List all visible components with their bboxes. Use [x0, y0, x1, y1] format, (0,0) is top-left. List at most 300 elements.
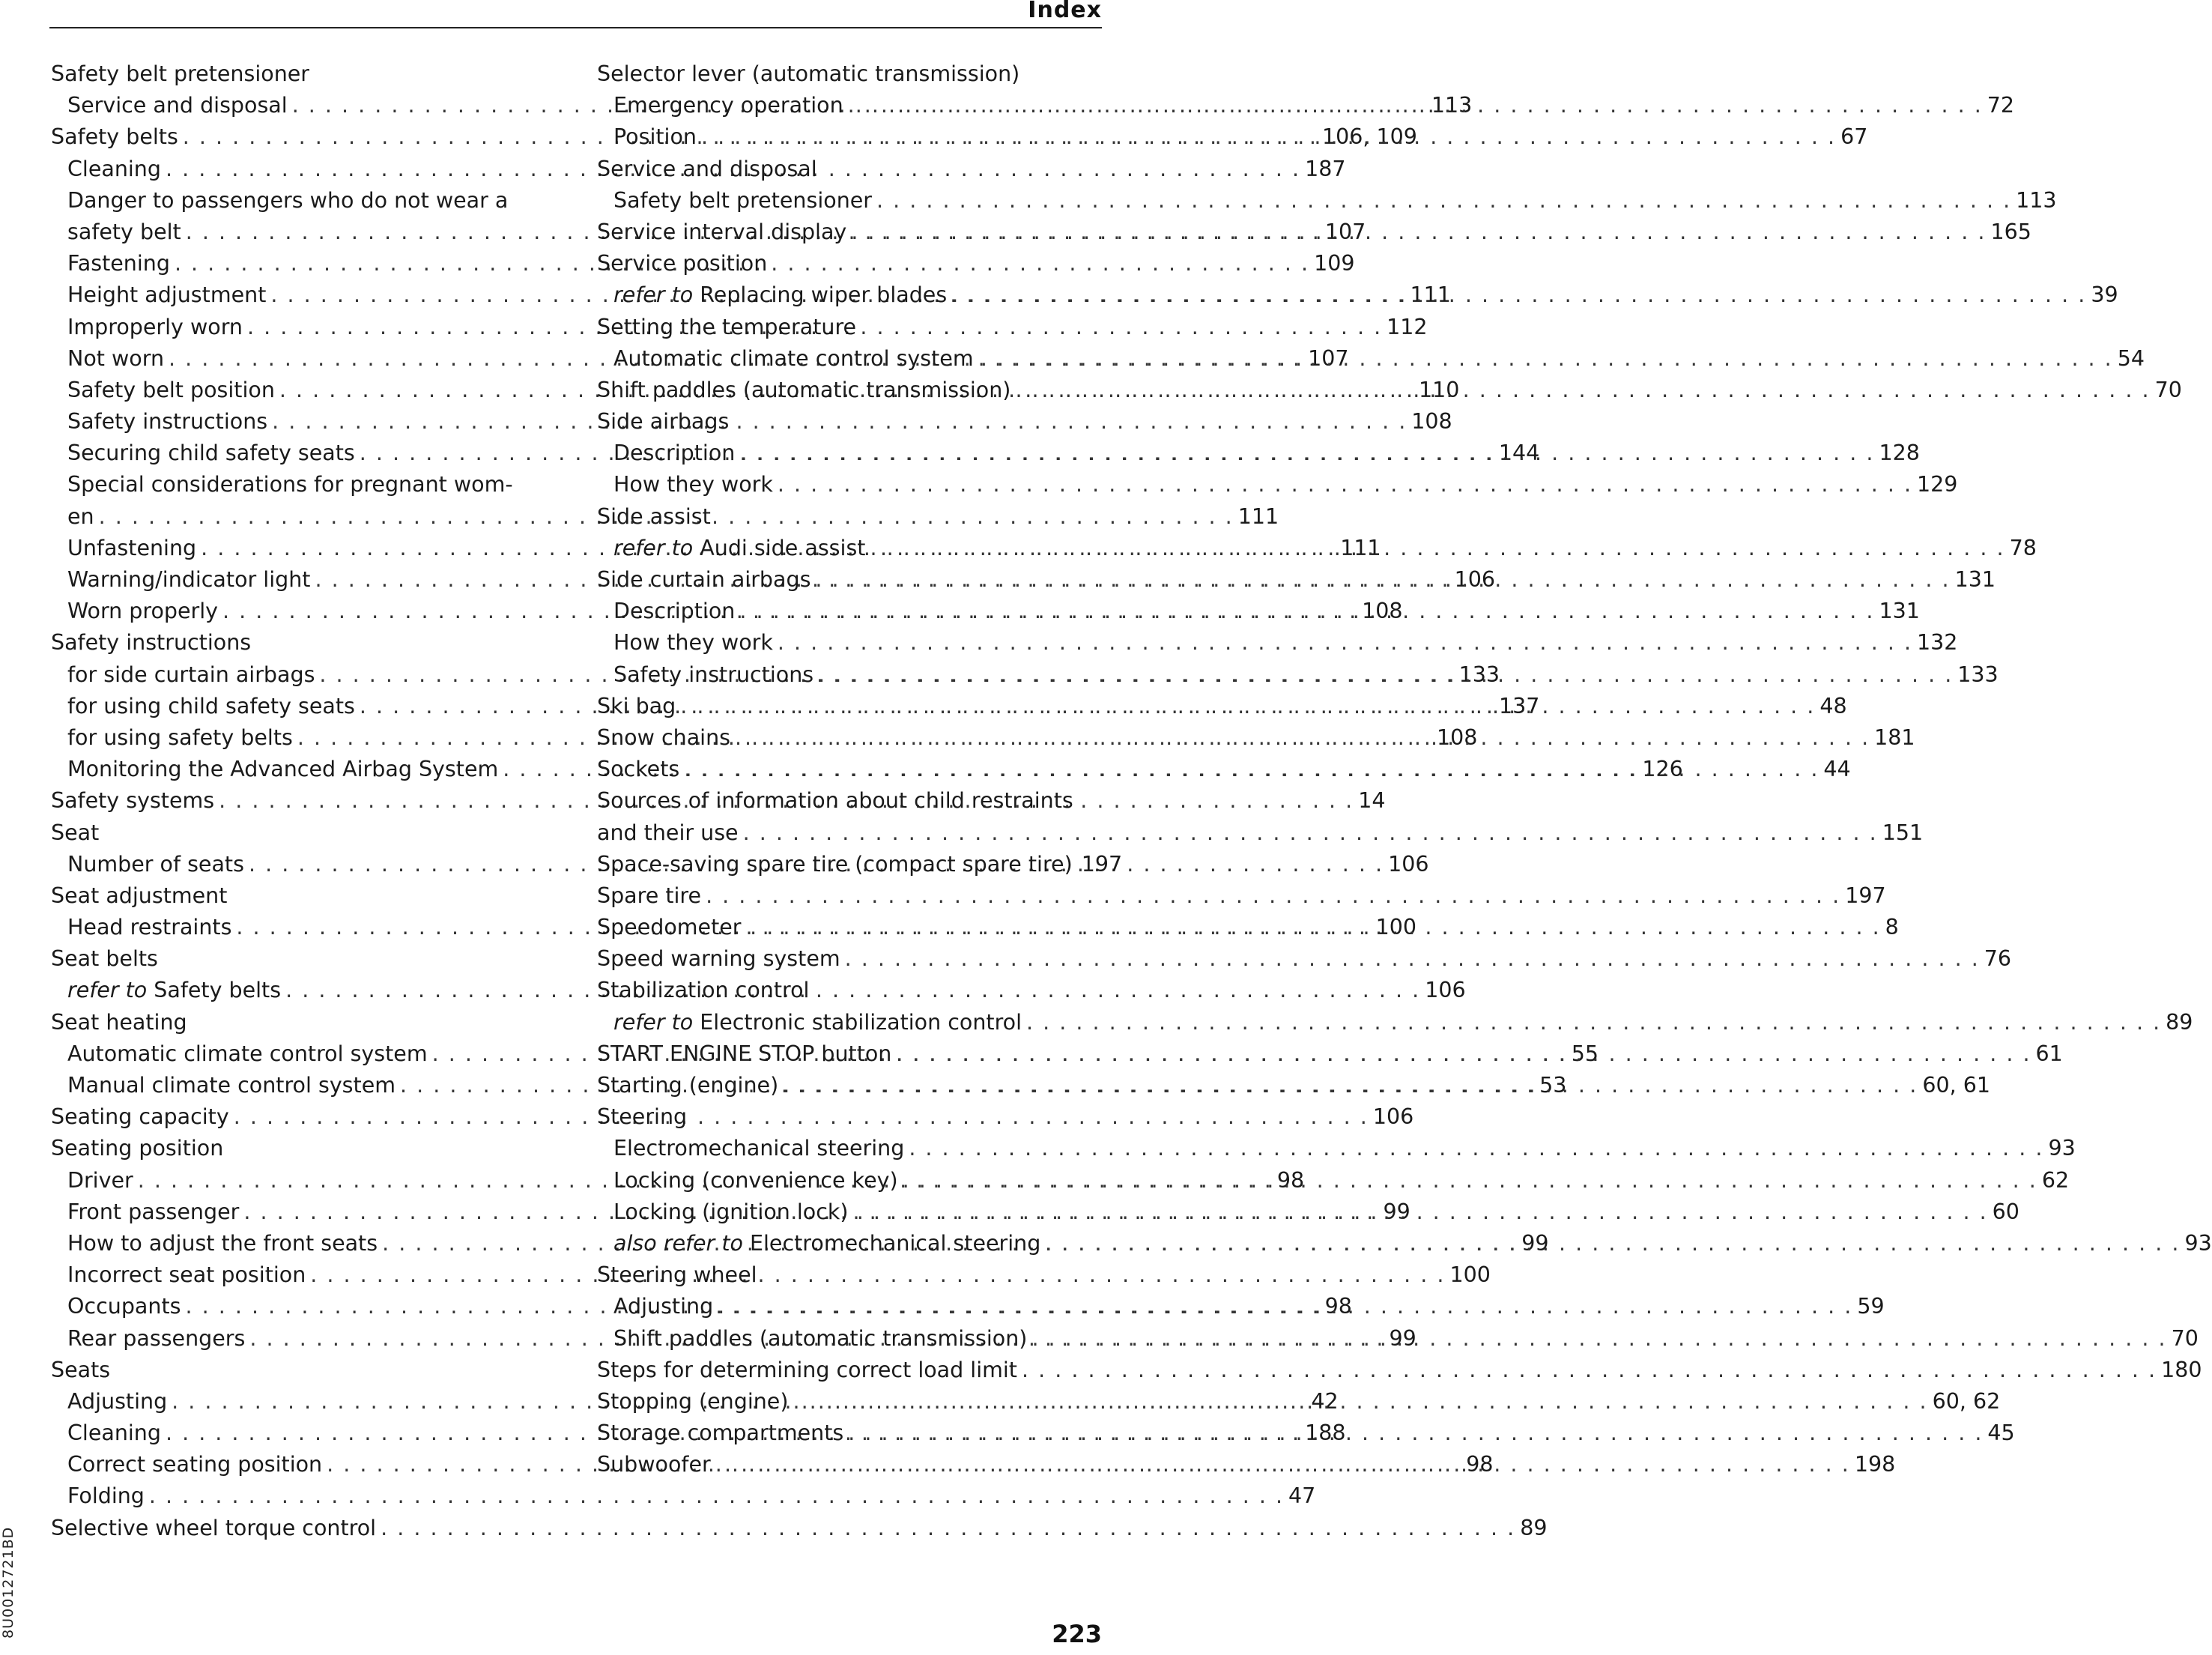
index-term: Worn properly	[67, 599, 219, 624]
index-term: Space-saving spare tire (compact spare tire)	[597, 851, 1073, 877]
index-page-ref: 48	[1819, 693, 1847, 718]
index-entry-text	[67, 722, 293, 754]
index-page-ref: 47	[1288, 1483, 1316, 1509]
cross-reference-label: refer to	[67, 978, 148, 1003]
index-page-ref: 108	[1436, 724, 1478, 750]
index-entry	[597, 785, 1101, 817]
index-entry-text	[597, 722, 730, 754]
index-page-ref: 181	[1874, 724, 1915, 750]
index-entry-text	[67, 912, 231, 943]
index-term: Service position	[597, 251, 768, 276]
leader-dots	[815, 564, 1950, 596]
index-entry	[51, 1007, 557, 1038]
index-page-ref: 53	[1539, 1073, 1567, 1098]
leader-dots	[848, 1418, 1983, 1449]
leader-dots	[706, 880, 1840, 912]
index-term: START ENGINE STOP button	[597, 1041, 892, 1066]
index-term: Selector lever (automatic transmission)	[597, 61, 1020, 86]
index-term: Number of seats	[67, 851, 244, 877]
leader-dots	[909, 1133, 2043, 1164]
index-entry-text	[67, 1291, 181, 1322]
index-entry-text	[613, 469, 773, 500]
index-page-ref: 132	[1917, 630, 1958, 656]
index-term: Side airbags	[597, 409, 730, 435]
index-term: Occupants	[67, 1294, 181, 1319]
leader-dots	[951, 279, 2086, 311]
index-term: Safety belt pretensioner	[613, 187, 873, 213]
index-term: Sockets	[597, 757, 680, 782]
index-term: Seat heating	[51, 1009, 187, 1035]
index-entry-text	[67, 975, 281, 1006]
index-term: and their use	[597, 820, 739, 845]
index-term: for using child safety seats	[67, 693, 355, 718]
index-entry-text	[67, 1228, 378, 1259]
index-term: Adjusting	[613, 1294, 714, 1319]
index-term: Ski bag	[597, 693, 676, 718]
page-number: 223	[1052, 1620, 1102, 1648]
index-term: Safety instructions	[67, 409, 268, 435]
index-page-ref: 72	[1987, 93, 2015, 118]
index-page-ref: 99	[1389, 1325, 1416, 1351]
index-term: Side assist	[597, 503, 711, 529]
index-entry	[597, 1101, 1101, 1133]
index-page-ref: 98	[1324, 1294, 1352, 1319]
index-entry-text	[67, 90, 288, 121]
leader-dots	[149, 1480, 1284, 1512]
index-entry-text	[613, 659, 813, 691]
index-term: Locking (convenience key)	[613, 1167, 898, 1193]
index-term: for using safety belts	[67, 724, 293, 750]
index-entry-text	[597, 912, 742, 943]
index-page-ref: 131	[1954, 567, 1996, 592]
index-term: Cleaning	[67, 156, 161, 181]
index-page-ref: 107	[1324, 219, 1366, 244]
index-term: Safety systems	[51, 788, 215, 814]
index-entry-text	[597, 1449, 711, 1480]
index-term: Front passenger	[67, 1199, 240, 1224]
index-term: Monitoring the Advanced Airbag System	[67, 757, 499, 782]
index-entry-text	[67, 1480, 145, 1512]
index-entry-text	[597, 217, 846, 248]
index-entry	[597, 975, 1101, 1006]
index-entry-text	[51, 1355, 110, 1386]
leader-dots	[1022, 1355, 2157, 1386]
index-page-ref: 54	[2117, 345, 2145, 371]
leader-dots	[718, 1291, 1852, 1322]
index-term: Steering	[597, 1104, 688, 1130]
index-page-ref: 180	[2161, 1357, 2202, 1382]
index-entry-text	[51, 785, 214, 817]
index-page-ref: 55	[1571, 1041, 1599, 1066]
index-entry-text	[67, 375, 275, 406]
index-entry-text	[613, 343, 974, 375]
index-term: Not worn	[67, 345, 165, 371]
index-page-ref: 107	[1308, 345, 1349, 371]
index-entry-text	[51, 1101, 229, 1133]
leader-dots	[793, 1386, 1927, 1418]
index-entry-text	[613, 1228, 1040, 1259]
index-term: How to adjust the front seats	[67, 1230, 378, 1256]
leader-dots	[680, 691, 1815, 722]
index-entry	[51, 817, 557, 849]
index-term: Improperly worn	[67, 314, 243, 339]
index-entry	[597, 185, 2057, 217]
cross-reference-label: refer to	[613, 1009, 694, 1035]
index-entry-text	[597, 880, 701, 912]
index-term: Automatic climate control system	[67, 1041, 428, 1066]
index-entry-text	[597, 564, 810, 596]
index-term: Emergency operation	[613, 93, 843, 118]
cross-reference-label: also refer to	[613, 1230, 743, 1256]
index-entry	[597, 627, 1958, 659]
index-page-ref: 42	[1311, 1388, 1339, 1414]
index-term: Folding	[67, 1483, 145, 1509]
index-entry-text	[597, 501, 711, 533]
leader-dots	[818, 659, 1953, 691]
leader-dots	[978, 343, 2113, 375]
index-term: Stopping (engine)	[597, 1388, 789, 1414]
index-page-ref: 44	[1823, 757, 1851, 782]
index-entry-text	[597, 943, 840, 975]
index-term: Seating position	[51, 1136, 224, 1161]
index-term: Storage compartments	[597, 1420, 844, 1446]
index-term: Subwoofer	[597, 1452, 711, 1477]
index-term: Warning/indicator light	[67, 567, 311, 592]
index-entry	[597, 1133, 2076, 1164]
index-page-ref: 197	[1845, 883, 1886, 908]
leader-dots	[701, 121, 1836, 153]
index-term: Rear passengers	[67, 1325, 246, 1351]
index-term: Height adjustment	[67, 282, 267, 308]
index-entry-text	[67, 279, 266, 311]
index-page-ref: 89	[1520, 1515, 1548, 1540]
index-page-ref: 126	[1642, 757, 1683, 782]
leader-dots	[848, 90, 1983, 121]
index-page-ref: 106	[1454, 567, 1495, 592]
index-entry-text	[67, 154, 161, 185]
index-page-ref: 89	[2166, 1009, 2193, 1035]
index-entry-text	[613, 533, 865, 564]
index-page-ref: 111	[1237, 503, 1279, 529]
index-page-ref: 93	[2048, 1136, 2076, 1161]
index-entry-text	[613, 279, 947, 311]
index-term: Safety belts	[154, 978, 282, 1003]
index-page-ref: 67	[1840, 124, 1868, 150]
index-page-ref: 113	[2016, 187, 2057, 213]
leader-dots	[783, 1070, 1918, 1101]
leader-dots	[851, 217, 1986, 248]
index-term: Correct seating position	[67, 1452, 323, 1477]
index-page-ref: 133	[1458, 662, 1500, 687]
index-term: Electromechanical steering	[613, 1136, 905, 1161]
index-entry	[597, 1259, 1101, 1291]
index-page-ref: 113	[1431, 93, 1473, 118]
index-term: Audi side assist	[700, 535, 866, 560]
index-entry-text	[597, 1386, 788, 1418]
index-page-ref: 98	[1276, 1167, 1305, 1193]
index-page-ref: 100	[1375, 915, 1416, 940]
leader-dots	[876, 185, 2011, 217]
index-entry-text	[51, 627, 251, 659]
index-term: Seat adjustment	[51, 883, 228, 908]
index-page-ref: 99	[1383, 1199, 1410, 1224]
index-entry-text	[51, 817, 99, 849]
index-entry-text	[597, 1101, 687, 1133]
index-entry-text	[67, 1196, 239, 1228]
index-entry	[51, 943, 557, 975]
index-entry-text	[67, 1323, 245, 1355]
index-entry-text	[67, 343, 164, 375]
index-entry-text	[597, 1418, 843, 1449]
index-term: Snow chains	[597, 724, 730, 750]
index-page-ref: 60	[1992, 1199, 2019, 1224]
index-entry-text	[51, 1513, 376, 1544]
index-term: Safety belts	[51, 124, 178, 150]
index-term: Safety belt pretensioner	[51, 61, 310, 86]
index-entry	[597, 501, 1101, 533]
index-term: Seat	[51, 820, 100, 845]
index-entry-text	[613, 438, 735, 469]
index-entry-text	[597, 1355, 1017, 1386]
index-page-ref: 60, 61	[1922, 1073, 1990, 1098]
leader-dots	[743, 817, 1878, 849]
index-entry-text	[67, 438, 355, 469]
leader-dots	[715, 1449, 1850, 1480]
index-entry-text	[67, 659, 315, 691]
index-entry-text	[597, 785, 1073, 817]
index-term: Unfastening	[67, 535, 197, 560]
index-entry-text	[51, 121, 178, 153]
index-entry-text	[67, 1418, 161, 1449]
index-entry-text	[597, 975, 809, 1006]
index-page-ref: 111	[1410, 282, 1451, 308]
index-entry	[597, 248, 1101, 279]
index-entry	[51, 1355, 557, 1386]
index-term: Starting (engine)	[597, 1073, 779, 1098]
index-page-ref: 165	[1990, 219, 2031, 244]
index-page-ref: 112	[1387, 314, 1428, 339]
index-entry	[597, 659, 1999, 691]
index-entry	[51, 627, 557, 659]
index-term: Shift paddles (automatic transmission)	[613, 1325, 1028, 1351]
leader-dots	[853, 1196, 1988, 1228]
index-term: Shift paddles (automatic transmission)	[597, 377, 1011, 402]
index-entry-text	[51, 1133, 223, 1164]
leader-dots	[896, 1038, 2031, 1070]
index-entry-text	[597, 849, 1073, 880]
index-page-ref: 198	[1854, 1452, 1896, 1477]
index-entry	[51, 185, 557, 217]
index-entry-text	[67, 754, 498, 785]
index-term: Special considerations for pregnant wom-	[67, 472, 513, 497]
index-entry-text	[67, 1070, 396, 1101]
leader-dots	[1045, 1228, 2180, 1259]
index-page-ref: 131	[1879, 599, 1920, 624]
index-term: Adjusting	[67, 1388, 168, 1414]
leader-dots	[778, 627, 1912, 659]
index-page-ref: 99	[1521, 1230, 1549, 1256]
index-page-ref: 108	[1362, 599, 1403, 624]
index-page-ref: 151	[1882, 820, 1924, 845]
index-entry-text	[597, 817, 739, 849]
index-term: Electromechanical steering	[750, 1230, 1041, 1256]
index-entry-text	[67, 248, 170, 279]
index-page-ref: 128	[1879, 441, 1920, 466]
index-page-ref: 144	[1498, 441, 1540, 466]
index-page-ref: 109	[1314, 251, 1355, 276]
index-entry-text	[597, 691, 676, 722]
index-term: Speedometer	[597, 915, 742, 940]
document-code: 8U0012721BD	[0, 1526, 16, 1639]
index-entry-text	[597, 312, 856, 343]
index-page-ref: 78	[2009, 535, 2037, 560]
index-entry-text	[67, 406, 267, 438]
index-entry-text	[67, 596, 218, 627]
index-page-ref: 129	[1917, 472, 1958, 497]
index-entry	[51, 469, 557, 500]
index-term: Seats	[51, 1357, 111, 1382]
index-entry-text	[613, 185, 872, 217]
index-term: for side curtain airbags	[67, 662, 315, 687]
index-entry-text	[613, 596, 735, 627]
index-page-ref: 106	[1372, 1104, 1414, 1130]
index-entry	[597, 817, 1924, 849]
leader-dots	[381, 1513, 1515, 1544]
leader-dots	[739, 438, 1874, 469]
index-entry-text	[597, 406, 729, 438]
index-entry-text	[613, 1165, 898, 1196]
index-page-ref: 14	[1358, 788, 1386, 814]
index-term: Seating capacity	[51, 1104, 229, 1130]
index-entry-text	[613, 627, 773, 659]
index-term: Replacing wiper blades	[700, 282, 948, 308]
index-term: Stabilization control	[597, 978, 810, 1003]
index-entry-text	[67, 501, 94, 533]
index-entry-text	[597, 1259, 757, 1291]
index-term: Description	[613, 599, 736, 624]
index-entry-text	[67, 564, 310, 596]
index-entry	[597, 943, 2012, 975]
index-page-ref: 106	[1388, 851, 1429, 877]
index-page-ref: 197	[1081, 851, 1123, 877]
index-page-ref: 188	[1305, 1420, 1346, 1446]
index-page-ref: 108	[1411, 409, 1452, 435]
index-entry	[597, 58, 1101, 90]
index-page-ref: 137	[1499, 693, 1540, 718]
index-term: Electronic stabilization control	[700, 1009, 1022, 1035]
index-page-ref: 61	[2035, 1041, 2063, 1066]
index-term: Selective wheel torque control	[51, 1515, 377, 1540]
index-entry-text	[51, 880, 227, 912]
index-entry	[51, 58, 557, 90]
index-term: Manual climate control system	[67, 1073, 396, 1098]
index-page-ref: 76	[1984, 946, 2012, 972]
index-page-ref: 70	[2171, 1325, 2199, 1351]
index-entry-text	[67, 217, 181, 248]
index-page-ref: 93	[2184, 1230, 2212, 1256]
index-page-ref: 8	[1885, 915, 1899, 940]
index-term: Sources of information about child restraints	[597, 788, 1073, 814]
page-title: Index	[1028, 0, 1102, 23]
index-entry-text	[67, 1259, 306, 1291]
index-entry	[597, 154, 1101, 185]
index-entry	[51, 1513, 1548, 1544]
index-term: en	[67, 503, 94, 529]
index-term: Speed warning system	[597, 946, 840, 972]
index-entry-text	[67, 469, 513, 500]
index-entry-text	[67, 533, 196, 564]
index-term: Automatic climate control system	[613, 345, 974, 371]
index-term: Danger to passengers who do not wear a	[67, 187, 509, 213]
index-entry-text	[67, 312, 243, 343]
index-entry-text	[613, 1196, 849, 1228]
index-entry	[597, 1355, 2202, 1386]
index-term: How they work	[613, 472, 773, 497]
index-entry-text	[67, 691, 355, 722]
index-entry-text	[597, 58, 1019, 90]
index-term: Side curtain airbags	[597, 567, 811, 592]
index-term: Description	[613, 441, 736, 466]
index-entry-text	[67, 1386, 167, 1418]
index-entry-text	[613, 90, 843, 121]
index-entry	[51, 880, 557, 912]
index-term: Safety instructions	[51, 630, 252, 656]
index-entry	[597, 312, 1101, 343]
leader-dots	[1031, 1323, 2166, 1355]
leader-dots	[778, 469, 1912, 500]
index-term: Seat belts	[51, 946, 158, 972]
index-entry-text	[67, 1038, 428, 1070]
index-entry-text	[67, 1449, 322, 1480]
index-page-ref: 39	[2091, 282, 2118, 308]
index-page-ref: 98	[1466, 1452, 1494, 1477]
index-page-ref: 62	[2041, 1167, 2070, 1193]
index-term: Spare tire	[597, 883, 702, 908]
leader-dots	[1015, 375, 2150, 406]
index-page-ref: 106, 109	[1321, 124, 1417, 150]
index-term: Service and disposal	[597, 156, 817, 181]
index-entry-text	[613, 1133, 904, 1164]
index-page-ref: 59	[1857, 1294, 1885, 1319]
leader-dots	[746, 912, 1881, 943]
leader-dots	[739, 596, 1874, 627]
index-entry	[597, 1007, 2193, 1038]
leader-dots	[684, 754, 1819, 785]
index-term: Locking (ignition lock)	[613, 1199, 849, 1224]
index-entry-text	[613, 1291, 713, 1322]
index-entry	[51, 1480, 1316, 1512]
index-term: Cleaning	[67, 1420, 161, 1446]
index-entry	[597, 880, 1886, 912]
index-entry-text	[597, 1038, 891, 1070]
index-term: Steps for determining correct load limit	[597, 1357, 1017, 1382]
index-term: How they work	[613, 630, 773, 656]
index-entry-text	[67, 185, 508, 217]
index-page-ref: 45	[1987, 1420, 2015, 1446]
index-term: Service interval display	[597, 219, 847, 244]
index-page-ref: 133	[1957, 662, 1999, 687]
index-term: safety belt	[67, 219, 181, 244]
index-entry-text	[67, 849, 244, 880]
index-page-ref: 60, 62	[1932, 1388, 2001, 1414]
index-entry-text	[51, 58, 309, 90]
index-term: Safety belt position	[67, 377, 275, 402]
leader-dots	[845, 943, 1980, 975]
index-entry-text	[597, 154, 817, 185]
index-term: Incorrect seat position	[67, 1262, 306, 1288]
index-page-ref: 100	[1449, 1262, 1491, 1288]
index-entry-text	[613, 1007, 1022, 1038]
